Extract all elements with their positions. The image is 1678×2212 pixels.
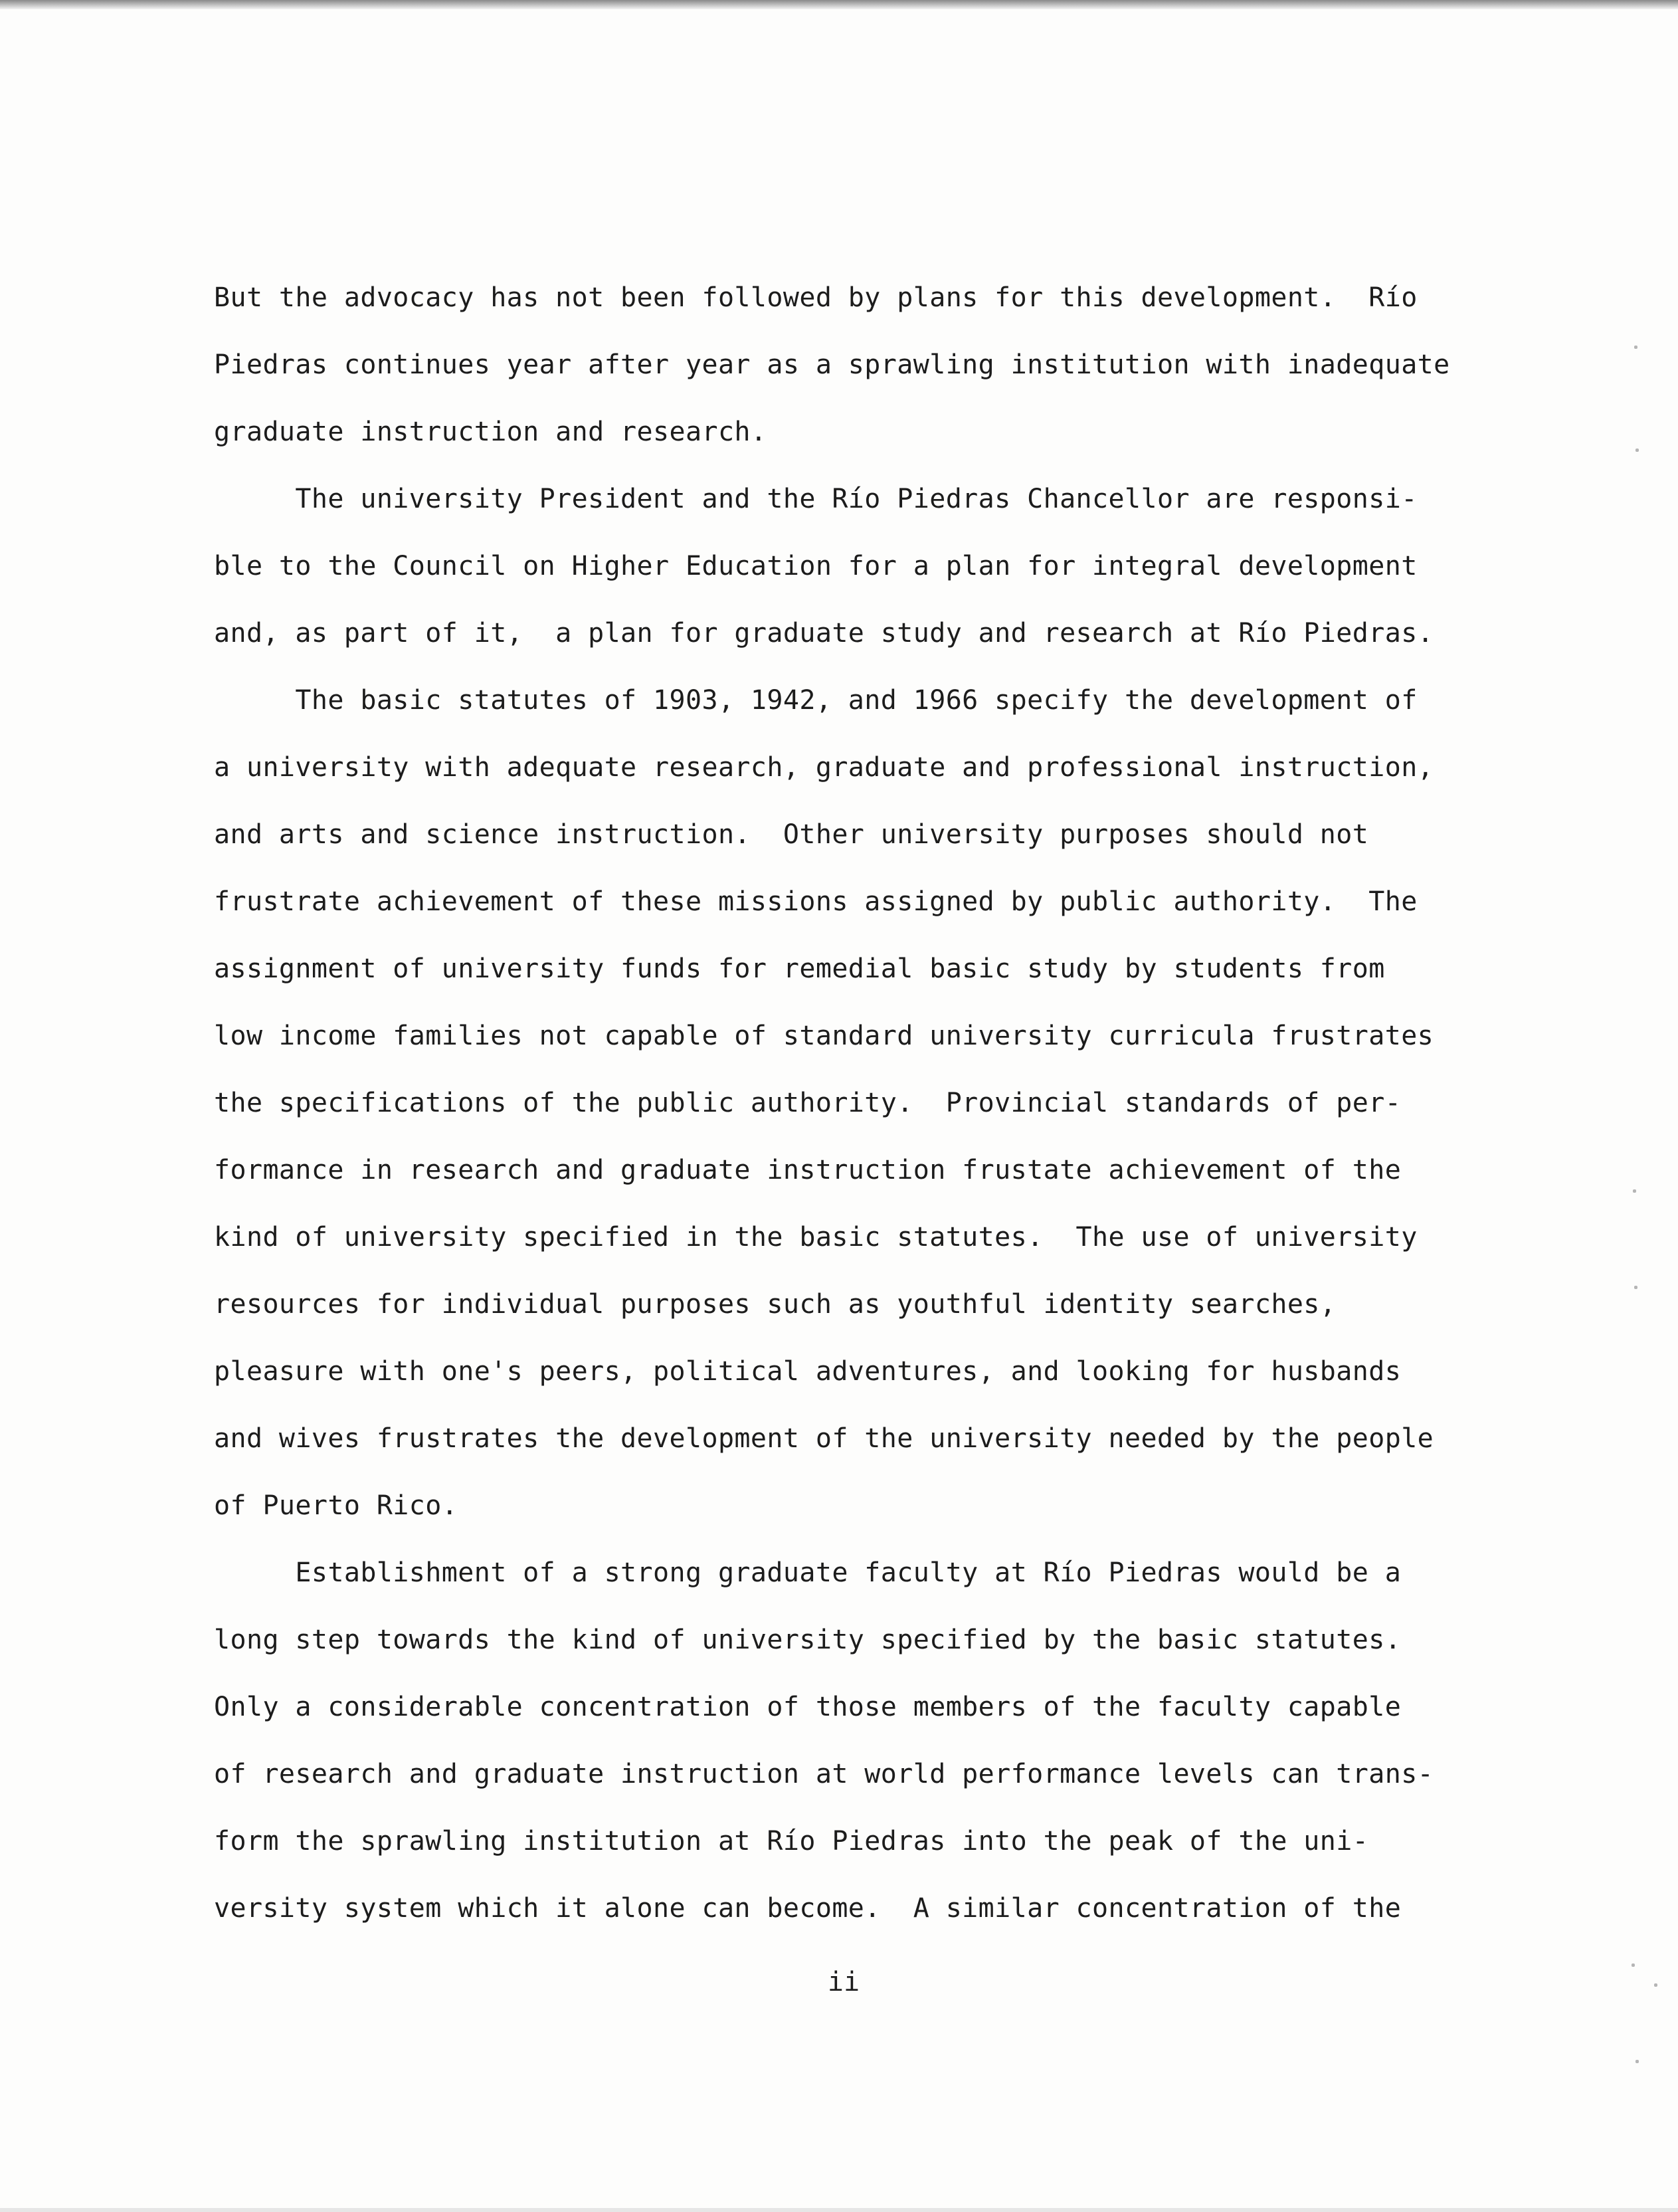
text-line: low income families not capable of standard university curricula frustrates: [214, 1021, 1434, 1051]
text-line: versity system which it alone can become. A similar concentration of the: [214, 1893, 1402, 1924]
text-line: form the sprawling institution at Río Piedras into the peak of the uni-: [214, 1826, 1369, 1857]
scan-speck: [1633, 1189, 1636, 1193]
scan-speck: [1654, 1983, 1657, 1987]
text-line: long step towards the kind of university specified by the basic statutes.: [214, 1625, 1402, 1655]
text-line: The university President and the Río Piedras Chancellor are responsi-: [214, 484, 1418, 514]
text-line: formance in research and graduate instruction frustate achievement of the: [214, 1155, 1402, 1185]
text-line: pleasure with one's peers, political adventures, and looking for husbands: [214, 1356, 1402, 1387]
text-line: the specifications of the public authority. Provincial standards of per-: [214, 1088, 1402, 1118]
scan-speck: [1631, 1963, 1635, 1967]
text-line: kind of university specified in the basic statutes. The use of university: [214, 1222, 1418, 1253]
text-line: Establishment of a strong graduate faculty at Río Piedras would be a: [214, 1558, 1402, 1588]
text-line: Only a considerable concentration of those members of the faculty capable: [214, 1692, 1402, 1722]
text-line: a university with adequate research, graduate and professional instruction,: [214, 752, 1434, 783]
scan-speck: [1635, 2060, 1639, 2063]
scan-speck: [1634, 1286, 1637, 1289]
text-line: resources for individual purposes such as youthful identity searches,: [214, 1289, 1337, 1320]
text-line: frustrate achievement of these missions assigned by public authority. The: [214, 886, 1418, 917]
page-number: ii: [827, 1967, 860, 1997]
text-line: Piedras continues year after year as a sprawling institution with inadequate: [214, 350, 1450, 380]
text-line: of research and graduate instruction at world performance levels can trans-: [214, 1759, 1434, 1789]
text-line: But the advocacy has not been followed by plans for this development. Río: [214, 282, 1418, 313]
text-line: The basic statutes of 1903, 1942, and 1966 specify the development of: [214, 685, 1418, 716]
text-line: graduate instruction and research.: [214, 417, 767, 447]
scan-speck: [1634, 346, 1637, 349]
scan-bottom-edge: [0, 2208, 1678, 2212]
text-line: and wives frustrates the development of the university needed by the people: [214, 1423, 1434, 1454]
document-body: [214, 264, 1476, 1942]
text-line: and arts and science instruction. Other university purposes should not: [214, 819, 1369, 850]
text-line: of Puerto Rico.: [214, 1490, 458, 1521]
scan-speck: [1635, 449, 1639, 452]
text-line: assignment of university funds for remedial basic study by students from: [214, 954, 1385, 984]
scan-top-edge: [0, 0, 1678, 9]
text-line: and, as part of it, a plan for graduate study and research at Río Piedras.: [214, 618, 1434, 649]
text-line: ble to the Council on Higher Education for a plan for integral development: [214, 551, 1418, 581]
